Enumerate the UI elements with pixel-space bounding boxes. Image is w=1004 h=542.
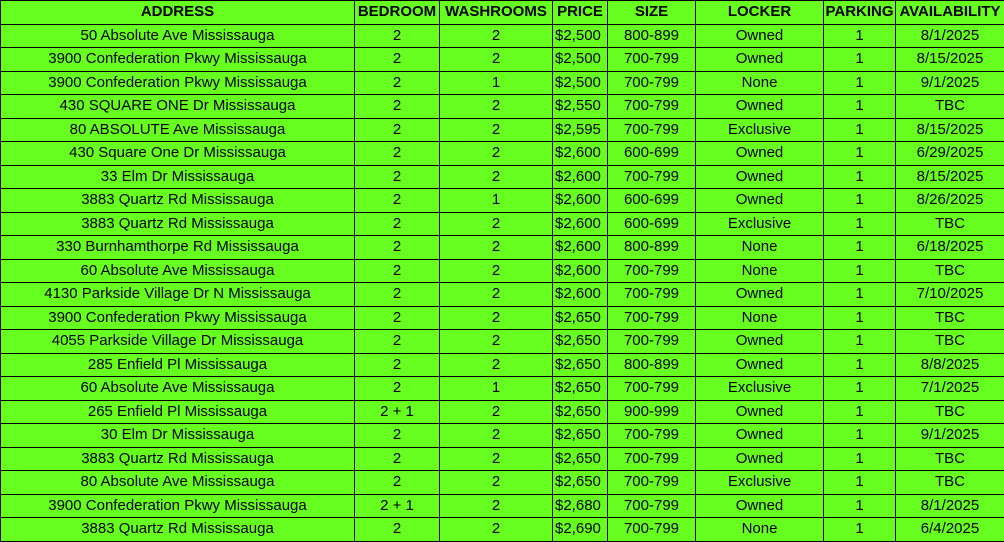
washrooms-cell: 2 [440,447,553,471]
address-cell: 3883 Quartz Rd Mississauga [1,212,355,236]
bedroom-cell: 2 [355,259,440,283]
washrooms-cell: 2 [440,48,553,72]
washrooms-cell: 2 [440,236,553,260]
size-cell: 600-699 [608,142,696,166]
bedroom-cell: 2 + 1 [355,494,440,518]
locker-cell: Owned [696,330,824,354]
table-row [1,118,1004,142]
header-address: ADDRESS [1,1,355,25]
address-cell: 430 Square One Dr Mississauga [1,142,355,166]
table-row [1,95,1004,119]
washrooms-cell: 2 [440,471,553,495]
parking-cell: 1 [824,95,896,119]
parking-cell: 1 [824,189,896,213]
table-row [1,400,1004,424]
table-row [1,189,1004,213]
availability-cell: TBC [896,306,1004,330]
washrooms-cell: 2 [440,400,553,424]
table-row [1,330,1004,354]
availability-cell: 8/26/2025 [896,189,1004,213]
price-cell: $2,500 [553,24,608,48]
address-cell: 430 SQUARE ONE Dr Mississauga [1,95,355,119]
parking-cell: 1 [824,471,896,495]
bedroom-cell: 2 [355,118,440,142]
bedroom-cell: 2 [355,142,440,166]
price-cell: $2,600 [553,283,608,307]
price-cell: $2,600 [553,236,608,260]
price-cell: $2,690 [553,518,608,542]
header-washrooms: WASHROOMS [440,1,553,25]
locker-cell: Owned [696,447,824,471]
bedroom-cell: 2 [355,212,440,236]
header-parking: PARKING [824,1,896,25]
size-cell: 700-799 [608,471,696,495]
bedroom-cell: 2 [355,95,440,119]
locker-cell: None [696,306,824,330]
washrooms-cell: 2 [440,330,553,354]
availability-cell: 8/1/2025 [896,494,1004,518]
washrooms-cell: 2 [440,424,553,448]
locker-cell: None [696,518,824,542]
bedroom-cell: 2 [355,447,440,471]
address-cell: 3883 Quartz Rd Mississauga [1,189,355,213]
locker-cell: Exclusive [696,212,824,236]
table-row [1,212,1004,236]
availability-cell: TBC [896,212,1004,236]
washrooms-cell: 1 [440,377,553,401]
parking-cell: 1 [824,447,896,471]
address-cell: 3883 Quartz Rd Mississauga [1,518,355,542]
size-cell: 700-799 [608,377,696,401]
address-cell: 3883 Quartz Rd Mississauga [1,447,355,471]
size-cell: 800-899 [608,236,696,260]
table-row [1,48,1004,72]
washrooms-cell: 2 [440,283,553,307]
washrooms-cell: 2 [440,118,553,142]
locker-cell: Owned [696,424,824,448]
parking-cell: 1 [824,353,896,377]
price-cell: $2,650 [553,353,608,377]
size-cell: 700-799 [608,48,696,72]
locker-cell: Owned [696,24,824,48]
locker-cell: Owned [696,400,824,424]
washrooms-cell: 2 [440,165,553,189]
availability-cell: 9/1/2025 [896,424,1004,448]
locker-cell: Exclusive [696,471,824,495]
parking-cell: 1 [824,494,896,518]
parking-cell: 1 [824,283,896,307]
size-cell: 700-799 [608,95,696,119]
table-row [1,71,1004,95]
bedroom-cell: 2 [355,353,440,377]
address-cell: 50 Absolute Ave Mississauga [1,24,355,48]
parking-cell: 1 [824,24,896,48]
availability-cell: 8/15/2025 [896,48,1004,72]
locker-cell: None [696,236,824,260]
washrooms-cell: 1 [440,189,553,213]
bedroom-cell: 2 [355,24,440,48]
parking-cell: 1 [824,518,896,542]
size-cell: 700-799 [608,306,696,330]
availability-cell: 8/15/2025 [896,118,1004,142]
price-cell: $2,650 [553,306,608,330]
availability-cell: TBC [896,400,1004,424]
availability-cell: 6/4/2025 [896,518,1004,542]
header-bedroom: BEDROOM [355,1,440,25]
washrooms-cell: 2 [440,95,553,119]
locker-cell: Owned [696,142,824,166]
locker-cell: Exclusive [696,118,824,142]
address-cell: 3900 Confederation Pkwy Mississauga [1,48,355,72]
washrooms-cell: 2 [440,24,553,48]
washrooms-cell: 2 [440,518,553,542]
parking-cell: 1 [824,165,896,189]
availability-cell: 7/10/2025 [896,283,1004,307]
size-cell: 700-799 [608,283,696,307]
address-cell: 60 Absolute Ave Mississauga [1,259,355,283]
table-row [1,353,1004,377]
parking-cell: 1 [824,400,896,424]
bedroom-cell: 2 [355,236,440,260]
price-cell: $2,650 [553,471,608,495]
size-cell: 600-699 [608,212,696,236]
washrooms-cell: 2 [440,142,553,166]
parking-cell: 1 [824,48,896,72]
header-locker: LOCKER [696,1,824,25]
table-row [1,518,1004,542]
bedroom-cell: 2 [355,424,440,448]
parking-cell: 1 [824,330,896,354]
bedroom-cell: 2 + 1 [355,400,440,424]
price-cell: $2,650 [553,424,608,448]
address-cell: 33 Elm Dr Mississauga [1,165,355,189]
table-row [1,165,1004,189]
bedroom-cell: 2 [355,48,440,72]
table-row [1,424,1004,448]
locker-cell: Owned [696,95,824,119]
locker-cell: Owned [696,48,824,72]
availability-cell: 6/18/2025 [896,236,1004,260]
address-cell: 80 ABSOLUTE Ave Mississauga [1,118,355,142]
size-cell: 800-899 [608,24,696,48]
parking-cell: 1 [824,71,896,95]
address-cell: 4130 Parkside Village Dr N Mississauga [1,283,355,307]
address-cell: 60 Absolute Ave Mississauga [1,377,355,401]
table-row [1,377,1004,401]
price-cell: $2,680 [553,494,608,518]
parking-cell: 1 [824,212,896,236]
table-row [1,142,1004,166]
size-cell: 700-799 [608,259,696,283]
locker-cell: Owned [696,189,824,213]
bedroom-cell: 2 [355,165,440,189]
washrooms-cell: 2 [440,212,553,236]
address-cell: 265 Enfield Pl Mississauga [1,400,355,424]
table-row [1,447,1004,471]
parking-cell: 1 [824,236,896,260]
size-cell: 700-799 [608,71,696,95]
availability-cell: 6/29/2025 [896,142,1004,166]
locker-cell: None [696,259,824,283]
header-size: SIZE [608,1,696,25]
size-cell: 700-799 [608,494,696,518]
bedroom-cell: 2 [355,71,440,95]
address-cell: 3900 Confederation Pkwy Mississauga [1,494,355,518]
price-cell: $2,600 [553,259,608,283]
washrooms-cell: 1 [440,71,553,95]
locker-cell: Exclusive [696,377,824,401]
bedroom-cell: 2 [355,518,440,542]
locker-cell: Owned [696,165,824,189]
availability-cell: 8/15/2025 [896,165,1004,189]
price-cell: $2,600 [553,165,608,189]
locker-cell: Owned [696,494,824,518]
price-cell: $2,595 [553,118,608,142]
availability-cell: 8/1/2025 [896,24,1004,48]
address-cell: 330 Burnhamthorpe Rd Mississauga [1,236,355,260]
table-row [1,283,1004,307]
availability-cell: TBC [896,259,1004,283]
address-cell: 3900 Confederation Pkwy Mississauga [1,306,355,330]
parking-cell: 1 [824,306,896,330]
bedroom-cell: 2 [355,189,440,213]
address-cell: 4055 Parkside Village Dr Mississauga [1,330,355,354]
header-row [1,1,1004,25]
price-cell: $2,650 [553,447,608,471]
price-cell: $2,650 [553,377,608,401]
locker-cell: Owned [696,283,824,307]
washrooms-cell: 2 [440,259,553,283]
address-cell: 3900 Confederation Pkwy Mississauga [1,71,355,95]
size-cell: 900-999 [608,400,696,424]
locker-cell: Owned [696,353,824,377]
price-cell: $2,550 [553,95,608,119]
address-cell: 30 Elm Dr Mississauga [1,424,355,448]
availability-cell: 7/1/2025 [896,377,1004,401]
size-cell: 600-699 [608,189,696,213]
parking-cell: 1 [824,377,896,401]
price-cell: $2,500 [553,48,608,72]
price-cell: $2,650 [553,330,608,354]
header-availability: AVAILABILITY [896,1,1004,25]
table-row [1,24,1004,48]
bedroom-cell: 2 [355,471,440,495]
price-cell: $2,500 [553,71,608,95]
size-cell: 800-899 [608,353,696,377]
availability-cell: TBC [896,471,1004,495]
size-cell: 700-799 [608,447,696,471]
address-cell: 285 Enfield Pl Mississauga [1,353,355,377]
address-cell: 80 Absolute Ave Mississauga [1,471,355,495]
table-row [1,259,1004,283]
size-cell: 700-799 [608,118,696,142]
washrooms-cell: 2 [440,494,553,518]
availability-cell: TBC [896,330,1004,354]
availability-cell: TBC [896,447,1004,471]
price-cell: $2,600 [553,212,608,236]
locker-cell: None [696,71,824,95]
parking-cell: 1 [824,142,896,166]
size-cell: 700-799 [608,330,696,354]
size-cell: 700-799 [608,424,696,448]
table-row [1,236,1004,260]
size-cell: 700-799 [608,518,696,542]
price-cell: $2,600 [553,189,608,213]
parking-cell: 1 [824,424,896,448]
washrooms-cell: 2 [440,353,553,377]
table-row [1,471,1004,495]
size-cell: 700-799 [608,165,696,189]
table-row [1,306,1004,330]
availability-cell: 9/1/2025 [896,71,1004,95]
parking-cell: 1 [824,118,896,142]
bedroom-cell: 2 [355,306,440,330]
bedroom-cell: 2 [355,283,440,307]
price-cell: $2,600 [553,142,608,166]
parking-cell: 1 [824,259,896,283]
washrooms-cell: 2 [440,306,553,330]
availability-cell: TBC [896,95,1004,119]
availability-cell: 8/8/2025 [896,353,1004,377]
bedroom-cell: 2 [355,377,440,401]
table-row [1,494,1004,518]
bedroom-cell: 2 [355,330,440,354]
header-price: PRICE [553,1,608,25]
price-cell: $2,650 [553,400,608,424]
